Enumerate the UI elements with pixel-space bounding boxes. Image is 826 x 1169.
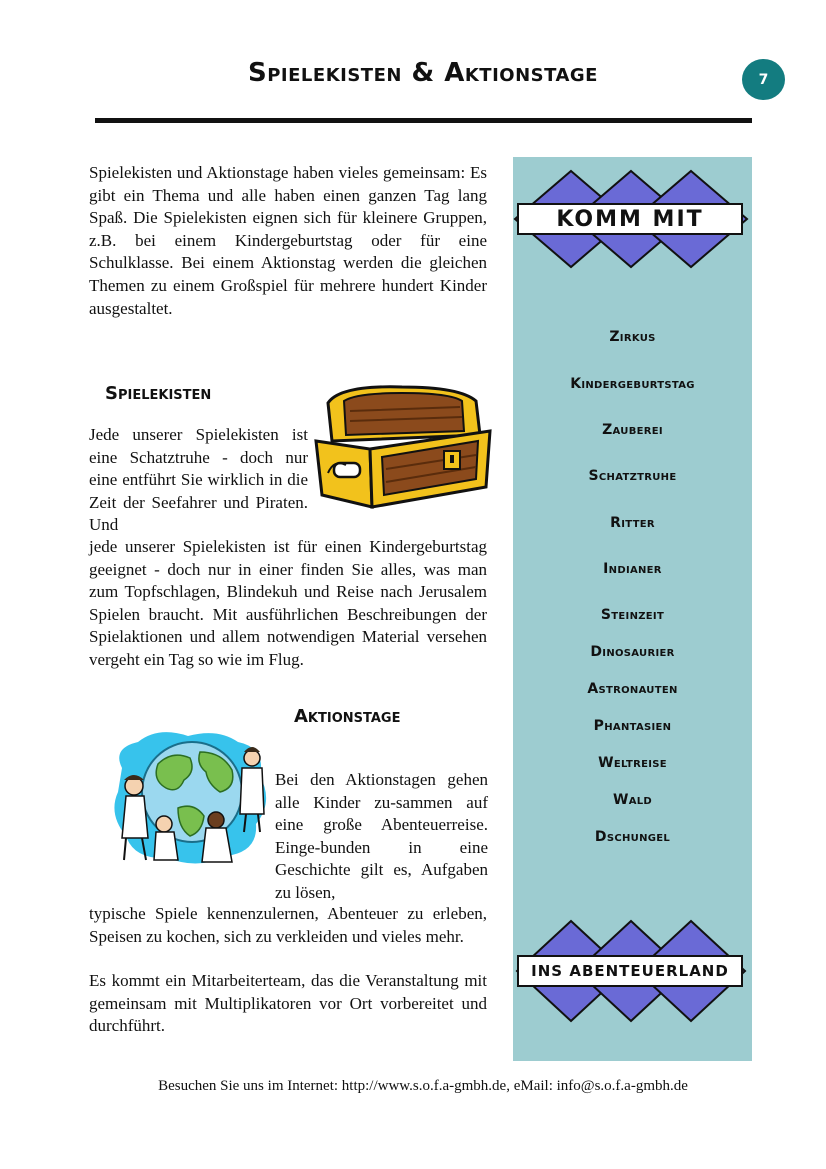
- spielekisten-paragraph: jede unserer Spielekisten ist für einen Kindergeburtstag geeignet - doch nur in einer finden Sie alles, was man zum Topfschlagen, Blindekuh und Reise nach Jerusalem Spielen braucht. Mit ausführlichen Beschreibungen der Spielaktionen und allem notwendigen Material versehen vergeht ein Tag so wie im Flug.: [89, 537, 487, 669]
- page-number-badge: 7: [742, 59, 785, 100]
- theme-item-zirkus: Zirkus: [609, 329, 656, 345]
- aktionstage-paragraph-team: Es kommt ein Mitarbeiterteam, das die Veranstaltung mit gemeinsam mit Multiplikatoren vor Ort vorbereitet und durchführt.: [89, 971, 487, 1036]
- globe-children-illustration: [108, 728, 274, 868]
- theme-item-schatztruhe: Schatztruhe: [588, 468, 677, 484]
- theme-item-kindergeburtstag: Kindergeburtstag: [570, 376, 695, 392]
- theme-item-phantasien: Phantasien: [593, 718, 672, 734]
- theme-item-weltreise: Weltreise: [598, 755, 667, 771]
- theme-item-steinzeit: Steinzeit: [600, 607, 665, 623]
- top-banner-label: KOMM MIT: [517, 203, 743, 235]
- theme-item-ritter: Ritter: [610, 515, 655, 531]
- aktionstage-heading: Aktionstage: [294, 706, 401, 727]
- spielekisten-paragraph-wrap: Jede unserer Spielekisten ist eine Schatztruhe - doch nur eine entführt Sie wirklich in die Zeit der Seefahrer und Piraten. Und: [89, 425, 308, 535]
- theme-item-wald: Wald: [612, 792, 653, 808]
- aktionstage-paragraph-wrap: Bei den Aktionstagen gehen alle Kinder zu-sammen auf eine große Abenteuerreise. Einge-bunden in eine Geschichte gilt es, Aufgaben zu lösen,: [275, 770, 488, 902]
- theme-item-indianer: Indianer: [603, 561, 662, 577]
- page-title: Spielekisten & Aktionstage: [248, 58, 598, 88]
- theme-sidebar: [513, 157, 752, 1061]
- spielekisten-heading: Spielekisten: [105, 383, 212, 404]
- aktionstage-paragraph: typische Spiele kennenzulernen, Abenteuer zu erleben, Speisen zu kochen, sich zu verkleiden und vieles mehr.: [89, 904, 487, 946]
- theme-item-zauberei: Zauberei: [602, 422, 663, 438]
- bottom-banner-label: INS ABENTEUERLAND: [517, 955, 743, 987]
- theme-item-dinosaurier: Dinosaurier: [590, 644, 675, 660]
- footer-contact: Besuchen Sie uns im Internet: http://www.s.o.f.a-gmbh.de, eMail: info@s.o.f.a-gmbh.de: [158, 1078, 688, 1094]
- theme-item-dschungel: Dschungel: [594, 829, 671, 845]
- theme-item-astronauten: Astronauten: [587, 681, 678, 697]
- treasure-chest-illustration: [310, 383, 498, 511]
- intro-paragraph: Spielekisten und Aktionstage haben vieles gemeinsam: Es gibt ein Thema und alle haben einen ganzen Tag lang Spaß. Die Spielekisten eignen sich für kleinere Gruppen, z.B. bei einem Kindergeburtstag oder für eine Schulklasse. Bei einem Aktionstag werden die gleichen Themen zu einem Großspiel für mehrere hundert Kinder ausgestaltet.: [89, 163, 487, 318]
- title-divider: [95, 118, 752, 123]
